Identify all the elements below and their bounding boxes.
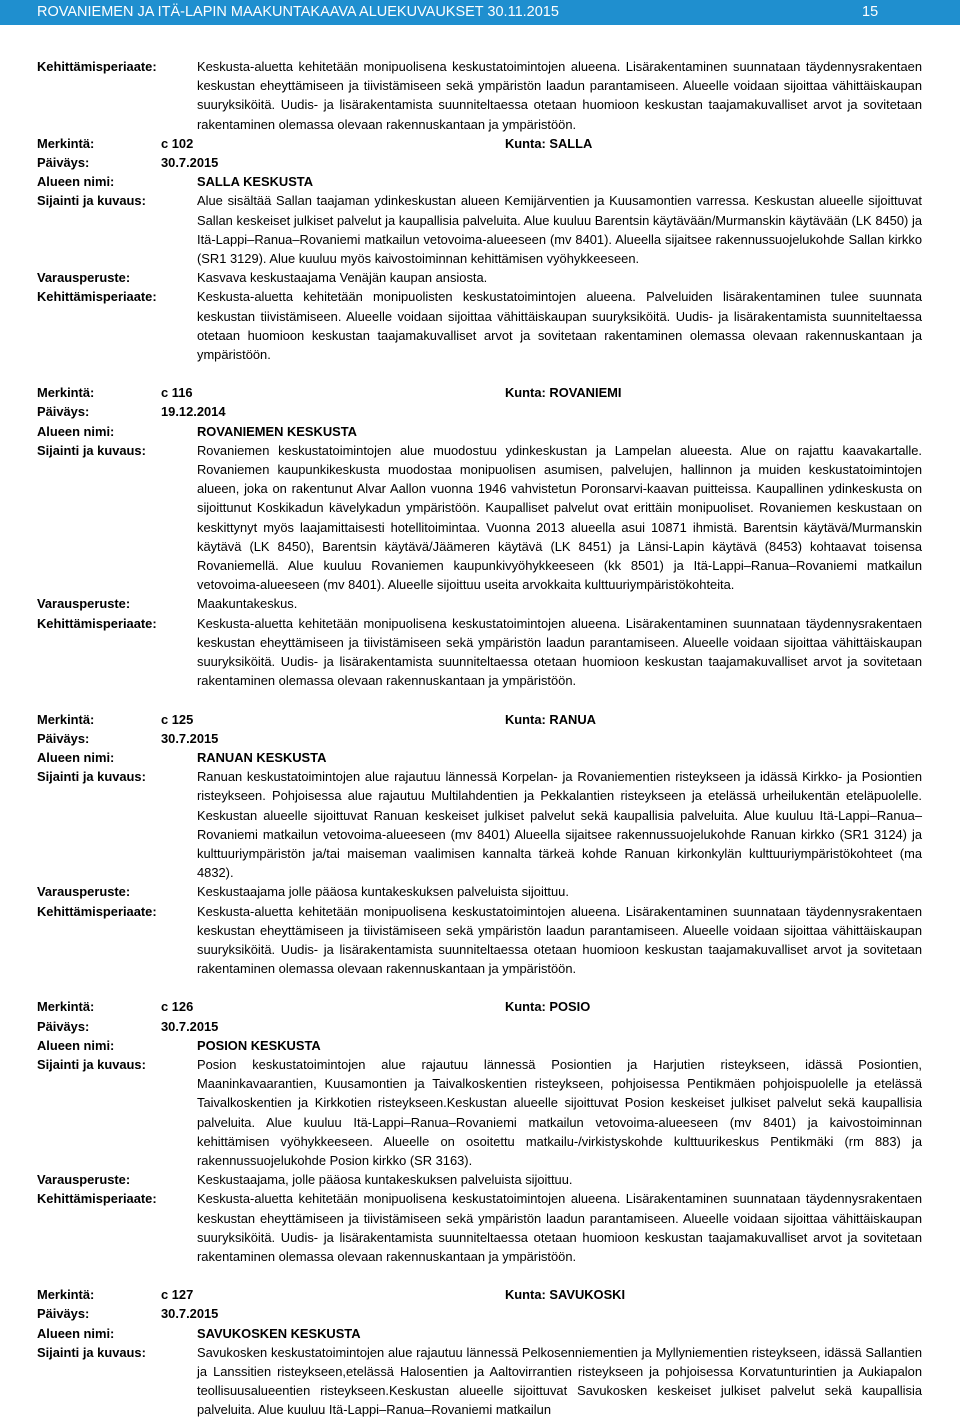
field-label: Päiväys:: [37, 404, 90, 420]
kehittamisperiaate-row: [37, 287, 922, 364]
sijainti-row: [37, 441, 922, 595]
alueen-nimi-row: [37, 1036, 922, 1055]
kehittamisperiaate-row: [37, 902, 922, 979]
merkinta-code: c 126: [161, 999, 194, 1015]
paivays-value: 30.7.2015: [161, 730, 219, 746]
field-label: Merkintä:: [37, 135, 95, 151]
kehittamisperiaate-row: [37, 1189, 922, 1266]
field-value: Keskusta-aluetta kehitetään monipuolisena keskustatoimintojen alueena. Lisärakentaminen suunnataan täydennysrakentaen keskustan eheyttämiseen ja tiivistämiseen sekä ympäristön laadun parantamiseen. Alueelle voidaan sijoittaa vähittäiskaupan suuryksiköitä. Uudis- ja lisärakentamista suunniteltaessa otetaan huomioon keskustan taajamakuvalliset arvot ja sovitetaan rakentaminen olemassa olevaan rakennuskantaan ja ympäristöön.: [197, 903, 922, 977]
paivays-row: [37, 1017, 922, 1036]
alueen-nimi-row: [37, 422, 922, 441]
field-value: Maakuntakeskus.: [197, 596, 298, 612]
alueen-nimi-value: POSION KESKUSTA: [197, 1037, 321, 1053]
alueen-nimi-value: SALLA KESKUSTA: [197, 174, 314, 190]
varausperuste-row: [37, 882, 922, 901]
kunta-value: Kunta: POSIO: [505, 999, 591, 1015]
merkinta-row: [37, 997, 922, 1016]
field-label: Alueen nimi:: [37, 174, 115, 190]
field-value: Rovaniemen keskustatoimintojen alue muodostuu ydinkeskustan ja Lampelan alueesta. Alue on rajattu kaavakartalle. Rovaniemen kaupunkikeskusta muodostaa monipuolisen asumisen, palvelujen, hallinnon ja muiden keskustatoimintojen alueen, joka on rakentunut Alvar Aallon vuonna 1946 vahvistetun Poronsarvi-kaavan puitteissa. Kaupallinen ydinkeskusta on sijoittunut Koskikadun kävelykadun ympäristöön. Kaupalliset palvelut ovat erittäin monipuoliset. Rovaniemen keskustaan on keskittynyt myös laajamittaisesti hotellitoimintaa. Vuonna 2013 alueella asui 10871 ihmistä. Barentsin käytävä/Murmanskin käytävä (LK 8450), Barentsin käytävä/Jäämeren käytävä (LK 8451) ja Länsi-Lapin käytävä (8453) kohtaavat toisensa Rovaniemellä. Alue kuuluu Rovaniemen kaupunkivyöhykkeeseen (kk 8501) ja Itä-Lappi–Ranua–Rovaniemi matkailun vetovoima-alueeseen (mv 8401). Alueelle sijoittuu useita arvokkaita kulttuuriympäristökohteita.: [197, 442, 922, 593]
sijainti-row: [37, 1343, 922, 1420]
merkinta-code: c 102: [161, 135, 194, 151]
kunta-value: Kunta: ROVANIEMI: [505, 385, 622, 401]
field-label: Alueen nimi:: [37, 1037, 115, 1053]
field-value: Keskusta-aluetta kehitetään monipuolisena keskustatoimintojen alueena. Lisärakentaminen suunnataan täydennysrakentaen keskustan eheyttämiseen ja tiivistämiseen sekä ympäristön laadun parantamiseen. Alueelle voidaan sijoittaa vähittäiskaupan suuryksiköitä. Uudis- ja lisärakentamista suunniteltaessa otetaan huomioon keskustan taajamakuvalliset arvot ja sovitetaan rakentaminen olemassa olevaan rakennuskantaan ja ympäristöön.: [197, 59, 922, 132]
alueen-nimi-value: RANUAN KESKUSTA: [197, 749, 327, 765]
varausperuste-row: [37, 1170, 922, 1189]
field-value: Keskusta-aluetta kehitetään monipuolisten keskustatoimintojen alueena. Palveluiden lisärakentaminen tulee suunnata keskustan tiivistämiseen. Alueelle voidaan sijoittaa vähittäiskaupan suuryksiköitä. Uudis- ja lisärakentamista suunniteltaessa otetaan huomioon keskustan taajamakuvalliset arvot ja sovitetaan rakentaminen olemassa olevaan rakennuskantaan ja ympäristöön.: [197, 289, 922, 363]
field-label: Alueen nimi:: [37, 749, 115, 765]
field-label: Varausperuste:: [37, 884, 131, 900]
paivays-value: 19.12.2014: [161, 404, 226, 420]
field-label: Sijainti ja kuvaus:: [37, 442, 146, 458]
paivays-value: 30.7.2015: [161, 155, 219, 171]
field-label: Sijainti ja kuvaus:: [37, 769, 146, 785]
merkinta-code: c 125: [161, 711, 194, 727]
alueen-nimi-row: [37, 1324, 922, 1343]
field-label: Alueen nimi:: [37, 423, 115, 439]
alueen-nimi-row: [37, 748, 922, 767]
field-value: Alue sisältää Sallan taajaman ydinkeskustan alueen Kemijärventien ja Kuusamontien varressa. Keskustan alueelle sijoittuvat Sallan keskeiset julkiset palvelut ja kaupallisia palveluita. Alue kuuluu Barentsin käytävään/Murmanskin käytävään (LK 8450) ja Itä-Lappi–Ranua–Rovaniemi matkailun vetovoima-alueeseen (mv 8401). Alueella sijaitsee rakennussuojelukohde Sallan kirkko (SR1 3129). Alue kuuluu myös kaivostoiminnan kehittämisen vyöhykkeeseen.: [197, 193, 922, 267]
field-value: Keskusta-aluetta kehitetään monipuolisena keskustatoimintojen alueena. Lisärakentaminen suunnataan täydennysrakentaen keskustan eheyttämiseen ja tiivistämiseen sekä ympäristön laadun parantamiseen. Alueelle voidaan sijoittaa vähittäiskaupan suuryksiköitä. Uudis- ja lisärakentamista suunniteltaessa otetaan huomioon keskustan taajamakuvalliset arvot ja sovitetaan rakentaminen olemassa olevaan rakennuskantaan ja ympäristöön.: [197, 1191, 922, 1264]
paivays-value: 30.7.2015: [161, 1306, 219, 1322]
document-body: [37, 57, 922, 1420]
paivays-row: [37, 153, 922, 172]
field-label: Kehittämisperiaate:: [37, 1191, 157, 1207]
merkinta-code: c 127: [161, 1287, 194, 1303]
field-label: Varausperuste:: [37, 270, 131, 286]
field-label: Sijainti ja kuvaus:: [37, 1056, 146, 1072]
merkinta-row: [37, 710, 922, 729]
field-value: Kasvava keskustaajama Venäjän kaupan ansiosta.: [197, 270, 488, 286]
field-label: Kehittämisperiaate:: [37, 903, 157, 919]
page-number: 15: [862, 4, 879, 20]
sijainti-row: [37, 191, 922, 268]
kehittamisperiaate-row: [37, 614, 922, 691]
field-value: Posion keskustatoimintojen alue rajautuu lännessä Posiontien ja Harjutien risteykseen, idässä Posiontien, Maaninkavaarantien, Kuusamontien ja Taivalkoskentien risteykseen, pohjoisessa Pentikmäen pohjoispuolelle ja etelässä Taivalkoskentien ja Kirkkotien risteykseen.Keskustan alueelle sijoittuvat Posion keskeiset julkiset palvelut sekä kaupallisia palveluita. Alue kuuluu Itä-Lappi–Ranua–Rovaniemi matkailun vetovoima-alueeseen (mv 8401) ja kaivostoiminnan kehittämisen vyöhykkeeseen. Alueelle on osoitettu matkailu-/virkistyskohde kulttuurikeskus Pentikmäki (rm 883) ja rakennussuojelukohde Posion kirkko (SR 3163).: [197, 1056, 922, 1168]
field-label: Alueen nimi:: [37, 1325, 115, 1341]
merkinta-row: [37, 383, 922, 402]
merkinta-row: [37, 1285, 922, 1304]
field-label: Päiväys:: [37, 155, 90, 171]
field-label: Kehittämisperiaate:: [37, 289, 157, 305]
field-value: Keskustaajama, jolle pääosa kuntakeskuksen palveluista sijoittuu.: [197, 1172, 573, 1188]
paivays-row: [37, 1304, 922, 1323]
field-label: Kehittämisperiaate:: [37, 59, 157, 74]
intro-kehittamisperiaate-row: [37, 57, 922, 134]
kunta-value: Kunta: RANUA: [505, 711, 596, 727]
field-label: Varausperuste:: [37, 596, 131, 612]
field-label: Kehittämisperiaate:: [37, 615, 157, 631]
field-label: Merkintä:: [37, 711, 95, 727]
field-value: Keskusta-aluetta kehitetään monipuolisena keskustatoimintojen alueena. Lisärakentaminen suunnataan täydennysrakentaen keskustan eheyttämiseen ja tiivistämiseen sekä ympäristön laadun parantamiseen. Alueelle voidaan sijoittaa vähittäiskaupan suuryksiköitä. Uudis- ja lisärakentamista suunniteltaessa otetaan huomioon keskustan taajamakuvalliset arvot ja sovitetaan rakentaminen olemassa olevaan rakennuskantaan ja ympäristöön.: [197, 615, 922, 689]
field-label: Merkintä:: [37, 385, 95, 401]
kunta-value: Kunta: SAVUKOSKI: [505, 1287, 626, 1303]
field-label: Varausperuste:: [37, 1172, 131, 1188]
field-label: Päiväys:: [37, 730, 90, 746]
alueen-nimi-value: SAVUKOSKEN KESKUSTA: [197, 1325, 361, 1341]
alueen-nimi-value: ROVANIEMEN KESKUSTA: [197, 423, 357, 439]
varausperuste-row: [37, 268, 922, 287]
paivays-row: [37, 402, 922, 421]
kunta-value: Kunta: SALLA: [505, 135, 593, 151]
field-value: Ranuan keskustatoimintojen alue rajautuu lännessä Korpelan- ja Rovaniementien risteykseen ja idässä Kirkko- ja Posiontien risteykseen. Pohjoisessa alue rajautuu Multilahdentien ja Pekkalantien risteykseen ja etelässä urheilukentän eteläpuolelle. Keskustan alueelle sijoittuvat Ranuan keskeiset julkiset palvelut sekä kaupallisia palveluita. Alue kuuluu Itä-Lappi–Ranua–Rovaniemi matkailun vetovoima-alueeseen (mv 8401) Alueella sijaitsee rakennussuojelukohde Ranuan kirkko (SR1 3124) ja kulttuuriympäristön ja/tai maiseman vaalimisen kannalta tärkeä kohde Ranuan kirkonkylän kulttuuriympäristökohteet (ma 4832).: [197, 769, 922, 881]
field-label: Sijainti ja kuvaus:: [37, 1344, 146, 1360]
page-header: [0, 0, 960, 25]
field-value: Keskustaajama jolle pääosa kuntakeskuksen palveluista sijoittuu.: [197, 884, 569, 900]
document-title: ROVANIEMEN JA ITÄ-LAPIN MAAKUNTAKAAVA ALUEKUVAUKSET 30.11.2015: [37, 4, 559, 20]
merkinta-code: c 116: [161, 385, 193, 401]
alueen-nimi-row: [37, 172, 922, 191]
sijainti-row: [37, 767, 922, 882]
paivays-row: [37, 729, 922, 748]
field-label: Merkintä:: [37, 1287, 95, 1303]
merkinta-row: [37, 134, 922, 153]
field-label: Merkintä:: [37, 999, 95, 1015]
varausperuste-row: [37, 594, 922, 613]
field-label: Sijainti ja kuvaus:: [37, 193, 146, 209]
field-label: Päiväys:: [37, 1018, 90, 1034]
paivays-value: 30.7.2015: [161, 1018, 219, 1034]
field-value: Savukosken keskustatoimintojen alue rajautuu lännessä Pelkosenniementien ja Myllyniementien risteykseen, idässä Sallantien ja Lanssitien risteykseen,etelässä Halosentien ja Aaltovirrantien risteykseen ja pohjoisessa Korvatunturintien ja Aukiapalon teollisuusalueentien risteykseen.Keskustan alueelle sijoittuvat Savukosken keskeiset julkiset palvelut sekä kaupallisia palveluita. Alue kuuluu Itä-Lappi–Ranua–Rovaniemi matkailun: [197, 1344, 922, 1418]
sijainti-row: [37, 1055, 922, 1170]
field-label: Päiväys:: [37, 1306, 90, 1322]
